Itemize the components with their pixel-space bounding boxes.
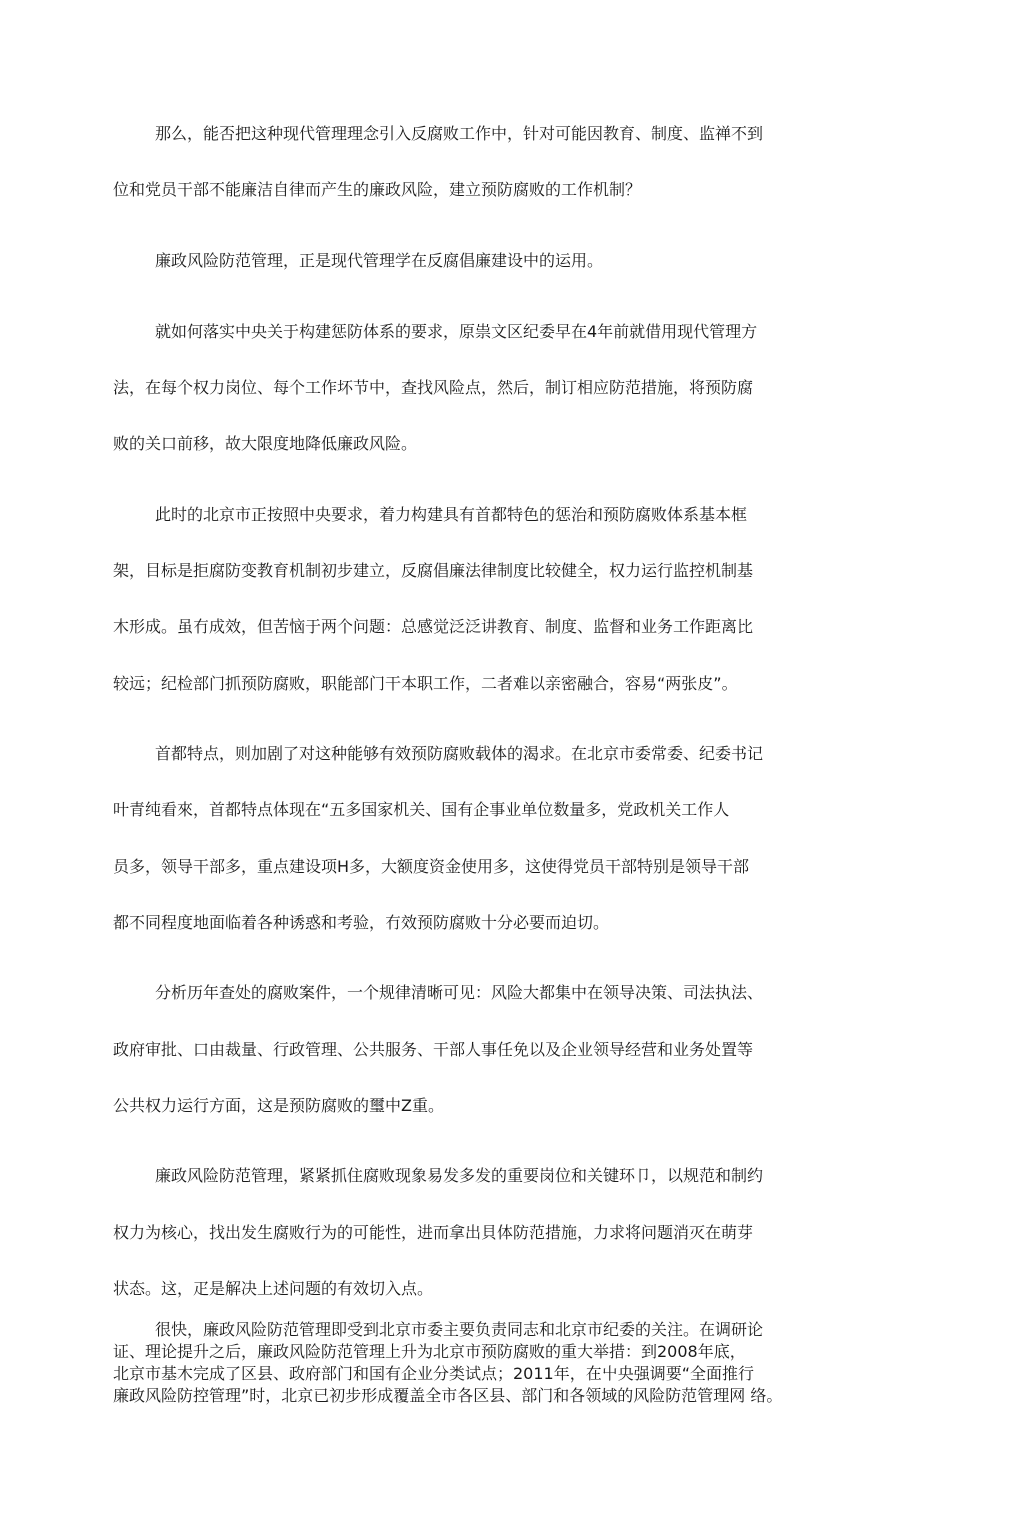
- paragraph-2-line-1: 廉政风险防范管理，正是现代管理学在反腐倡廉建设中的运用。: [155, 251, 604, 270]
- paragraph-4-line-3: 木形成。虽冇成效，但苦恼于两个问题：总感觉泛泛讲教育、制度、监督和业务工作距离比: [113, 617, 754, 636]
- paragraph-4-line-2: 架，目标是拒腐防变教育机制初步建立，反腐倡廉法律制度比较健全，权力运行监控机制基: [113, 561, 754, 580]
- paragraph-1-line-1: 那么，能否把这种现代管理理念引入反腐败工作中，针对可能因教育、制度、监禅不到: [155, 124, 764, 143]
- paragraph-8-line-4: 廉政风险防控管理”时，北京已初步形成覆盖全市各区县、部门和各领域的风险防范管理网 络。: [113, 1386, 783, 1405]
- paragraph-5-line-4: 都不同程度地面临着各种诱惑和考验，冇效预防腐败十分必要而迫切。: [113, 913, 610, 932]
- paragraph-8-line-1: 很快，廉政风险防范管理即受到北京市委主要负责同志和北京市纪委的关注。在调研论: [155, 1320, 764, 1339]
- paragraph-1-line-2: 位和党员干部不能廉洁自律而产生的廉政风险，建立预防腐败的工作机制？: [113, 180, 642, 199]
- paragraph-7-line-3: 状态。这，疋是解决上述问题的有效切入点。: [113, 1279, 434, 1298]
- paragraph-6-line-1: 分析历年查处的腐败案件，一个规律清晰可见：风险大都集中在领导决策、司法执法、: [155, 983, 764, 1002]
- paragraph-5-line-2: 叶青纯看來，首都特点体现在“五多国家机关、国有企事业单位数量多，党政机关工作人: [113, 800, 730, 819]
- paragraph-3-line-3: 败的关口前移，故大限度地降低廉政风险。: [113, 434, 418, 453]
- paragraph-7-line-1: 廉政风险防范管理，紧紧抓住腐败现象易发多发的重要岗位和关键环卩，以规范和制约: [155, 1166, 764, 1185]
- paragraph-4-line-4: 较远；纪检部门抓预防腐败，职能部门干本职工作，二者难以亲密融合，容易“两张皮”。: [113, 674, 738, 693]
- paragraph-3-line-1: 就如何落实中央关于构建惩防体系的要求，原祟文区纪委早在4年前就借用现代管理方: [155, 322, 758, 341]
- paragraph-8-line-3: 北京市基木完成了区县、政府部门和国有企业分类试点；2011年，在屮央强调要“全面推行: [113, 1364, 755, 1383]
- paragraph-6-line-3: 公共权力运行方面，这是预防腐败的璽中Z重。: [113, 1096, 444, 1115]
- paragraph-5-line-1: 首都特点，则加剧了对这种能够有效预防腐败载体的渴求。在北京市委常委、纪委书记: [155, 744, 764, 763]
- paragraph-7-line-2: 权力为核心，找出发生腐败行为的可能性，进而拿出貝体防范措施，力求将问题消灭在萌芽: [113, 1223, 754, 1242]
- paragraph-4-line-1: 此时的北京市正按照中央要求，着力构建具有首都特色的惩治和预防腐败体系基本框: [155, 505, 748, 524]
- paragraph-8-line-2: 证、理论提升之后，廉政风险防范管理上升为北京市预防腐败的重大举措：到2008年底，: [113, 1342, 746, 1361]
- paragraph-3-line-2: 法，在每个权力岗位、每个工作坏节中，查找风险点，然后，制订相应防范措施，将预防腐: [113, 378, 754, 397]
- paragraph-5-line-3: 员多，领导干部多，重点建设项H多，大额度资金使用多，这使得党员干部特别是领导干部: [113, 857, 750, 876]
- paragraph-6-line-2: 政府审批、口由裁量、行政管理、公共服务、干部人事任免以及企业领导经营和业务处置等: [113, 1040, 754, 1059]
